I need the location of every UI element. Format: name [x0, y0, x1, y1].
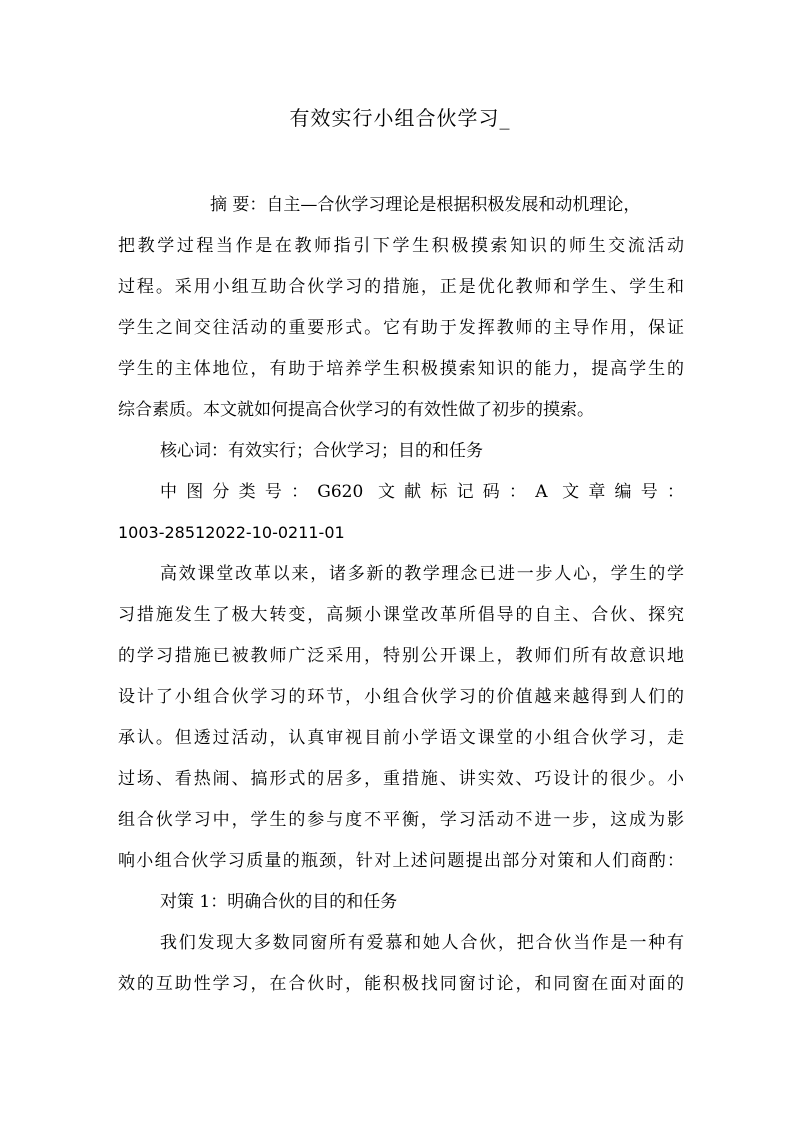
abstract-line-4: 学生之间交往活动的重要形式。它有助于发挥教师的主导作用，保证 — [118, 318, 684, 338]
body-line-8: 响小组合伙学习质量的瓶颈，针对上述问题提出部分对策和人们商酌： — [118, 851, 684, 871]
classification-line: 中图分类号：G620 文献标记码：A 文章编号： — [160, 482, 684, 502]
abstract-line-1: 摘 要：自主—合伙学习理论是根据积极发展和动机理论， — [210, 195, 641, 215]
article-number-line: 1003-28512022-10-0211-01 — [118, 523, 345, 542]
body-line-9: 我们发现大多数同窗所有爱慕和她人合伙，把合伙当作是一种有 — [160, 933, 684, 953]
keywords-line: 核心词：有效实行；合伙学习；目的和任务 — [160, 441, 483, 461]
abstract-line-3: 过程。采用小组互助合伙学习的措施，正是优化教师和学生、学生和 — [118, 277, 684, 297]
abstract-line-2: 把教学过程当作是在教师指引下学生积极摸索知识的师生交流活动 — [118, 236, 684, 256]
abstract-line-6: 综合素质。本文就如何提高合伙学习的有效性做了初步的摸索。 — [118, 400, 594, 420]
body-line-4: 设计了小组合伙学习的环节，小组合伙学习的价值越来越得到人们的 — [118, 687, 684, 707]
body-line-5: 承认。但透过活动，认真审视目前小学语文课堂的小组合伙学习，走 — [118, 728, 684, 748]
body-line-10: 效的互助性学习，在合伙时，能积极找同窗讨论，和同窗在面对面的 — [118, 974, 684, 994]
strategy-heading: 对策 1：明确合伙的目的和任务 — [160, 892, 398, 912]
body-line-6: 过场、看热闹、搞形式的居多，重措施、讲实效、巧设计的很少。小 — [118, 769, 684, 789]
abstract-line-5: 学生的主体地位，有助于培养学生积极摸索知识的能力，提高学生的 — [118, 359, 684, 379]
body-line-2: 习措施发生了极大转变，高频小课堂改革所倡导的自主、合伙、探究 — [118, 605, 684, 625]
body-line-1: 高效课堂改革以来，诸多新的教学理念已进一步人心，学生的学 — [160, 564, 684, 584]
body-line-3: 的学习措施已被教师广泛采用，特别公开课上，教师们所有故意识地 — [118, 646, 684, 666]
body-line-7: 组合伙学习中，学生的参与度不平衡，学习活动不进一步，这成为影 — [118, 810, 684, 830]
document-title: 有效实行小组合伙学习_ — [289, 106, 511, 130]
